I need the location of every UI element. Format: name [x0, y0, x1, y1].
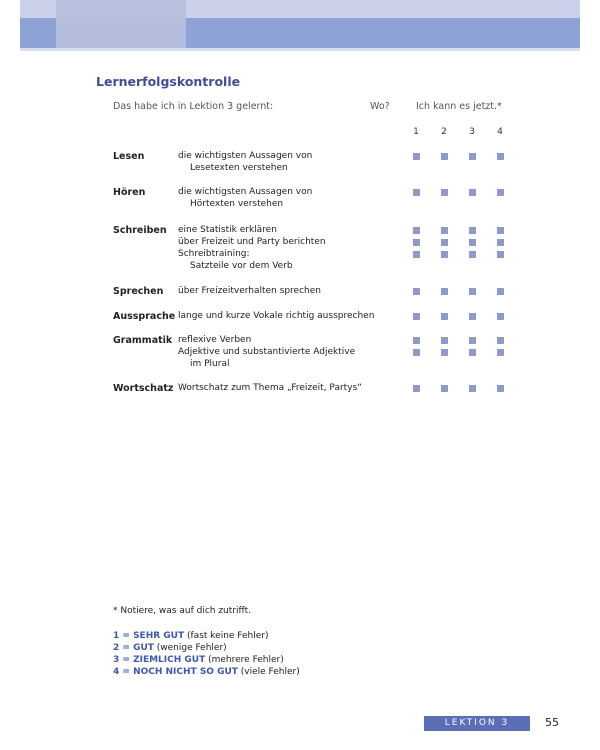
- row-text: im Plural: [190, 359, 230, 369]
- rating-checkbox[interactable]: [441, 153, 448, 160]
- rating-checkbox[interactable]: [469, 349, 476, 356]
- rating-checkbox[interactable]: [469, 251, 476, 258]
- legend-key: 2 = GUT: [113, 643, 154, 653]
- legend-key: 3 = ZIEMLICH GUT: [113, 655, 206, 665]
- rating-checkbox[interactable]: [469, 153, 476, 160]
- rating-checkbox[interactable]: [413, 313, 420, 320]
- legend-desc: (mehrere Fehler): [205, 655, 284, 665]
- rating-checkbox[interactable]: [441, 337, 448, 344]
- legend-line: [113, 655, 284, 665]
- rating-checkbox[interactable]: [413, 189, 420, 196]
- row-text: lange und kurze Vokale richtig aussprechen: [178, 311, 375, 321]
- can-now-header: Ich kann es jetzt.*: [416, 101, 502, 112]
- row-text: die wichtigsten Aussagen von: [178, 187, 313, 197]
- rating-checkbox[interactable]: [497, 153, 504, 160]
- rating-checkbox[interactable]: [497, 189, 504, 196]
- rating-checkbox[interactable]: [413, 288, 420, 295]
- rating-checkbox[interactable]: [441, 227, 448, 234]
- row-text: Adjektive und substantivierte Adjektive: [178, 347, 356, 357]
- rating-checkbox[interactable]: [413, 227, 420, 234]
- where-header: Wo?: [370, 101, 390, 112]
- rating-checkbox[interactable]: [469, 288, 476, 295]
- row-text: Hörtexten verstehen: [190, 199, 284, 209]
- legend-line: [113, 667, 300, 677]
- rating-checkbox[interactable]: [413, 153, 420, 160]
- legend-line: [113, 643, 227, 653]
- legend-key: 4 = NOCH NICHT SO GUT: [113, 667, 238, 677]
- rating-checkbox[interactable]: [497, 337, 504, 344]
- legend-desc: (wenige Fehler): [153, 643, 227, 653]
- rating-checkbox[interactable]: [497, 313, 504, 320]
- column-4-header: 4: [497, 127, 503, 137]
- header-band-highlight: [56, 0, 186, 48]
- legend-desc: (viele Fehler): [237, 667, 300, 677]
- row-label-grammatik: Grammatik: [113, 335, 173, 346]
- rating-checkbox[interactable]: [497, 251, 504, 258]
- rating-checkbox[interactable]: [441, 349, 448, 356]
- rating-checkbox[interactable]: [469, 189, 476, 196]
- lesson-label: LEKTION 3: [424, 716, 530, 731]
- rating-checkbox[interactable]: [469, 313, 476, 320]
- rating-checkbox[interactable]: [469, 337, 476, 344]
- row-text: Wortschatz zum Thema „Freizeit, Partys“: [178, 383, 362, 393]
- rating-checkbox[interactable]: [413, 239, 420, 246]
- rating-checkbox[interactable]: [497, 227, 504, 234]
- rating-checkbox[interactable]: [413, 337, 420, 344]
- row-label-lesen: Lesen: [113, 151, 145, 162]
- column-2-header: 2: [441, 127, 447, 137]
- row-label-schreiben: Schreiben: [113, 225, 167, 236]
- legend-line: [113, 631, 268, 641]
- rating-checkbox[interactable]: [413, 349, 420, 356]
- rating-checkbox[interactable]: [469, 227, 476, 234]
- row-text: die wichtigsten Aussagen von: [178, 151, 313, 161]
- row-label-sprechen: Sprechen: [113, 286, 164, 297]
- rating-checkbox[interactable]: [497, 288, 504, 295]
- page-number: 55: [545, 716, 559, 729]
- rating-checkbox[interactable]: [413, 251, 420, 258]
- rating-checkbox[interactable]: [469, 239, 476, 246]
- rating-checkbox[interactable]: [441, 313, 448, 320]
- footnote: * Notiere, was auf dich zutrifft.: [113, 606, 252, 616]
- row-text: reflexive Verben: [178, 335, 252, 345]
- column-3-header: 3: [469, 127, 475, 137]
- rating-checkbox[interactable]: [497, 385, 504, 392]
- header-rule: [20, 48, 580, 51]
- rating-checkbox[interactable]: [469, 385, 476, 392]
- row-text: Schreibtraining:: [178, 249, 250, 259]
- learned-header: Das habe ich in Lektion 3 gelernt:: [113, 101, 274, 112]
- rating-checkbox[interactable]: [441, 288, 448, 295]
- row-text: Lesetexten verstehen: [190, 163, 288, 173]
- row-label-wortschatz: Wortschatz: [113, 383, 174, 394]
- row-label-hoeren: Hören: [113, 187, 146, 198]
- rating-checkbox[interactable]: [441, 385, 448, 392]
- row-text: eine Statistik erklären: [178, 225, 277, 235]
- legend-key: 1 = SEHR GUT: [113, 631, 185, 641]
- legend-desc: (fast keine Fehler): [184, 631, 269, 641]
- row-label-aussprache: Aussprache: [113, 311, 176, 322]
- rating-checkbox[interactable]: [413, 385, 420, 392]
- rating-checkbox[interactable]: [441, 239, 448, 246]
- rating-checkbox[interactable]: [497, 239, 504, 246]
- rating-checkbox[interactable]: [441, 189, 448, 196]
- row-text: über Freizeit und Party berichten: [178, 237, 326, 247]
- rating-checkbox[interactable]: [497, 349, 504, 356]
- column-1-header: 1: [413, 127, 419, 137]
- row-text: über Freizeitverhalten sprechen: [178, 286, 321, 296]
- row-text: Satzteile vor dem Verb: [190, 261, 293, 271]
- rating-checkbox[interactable]: [441, 251, 448, 258]
- section-title: Lernerfolgskontrolle: [96, 74, 241, 89]
